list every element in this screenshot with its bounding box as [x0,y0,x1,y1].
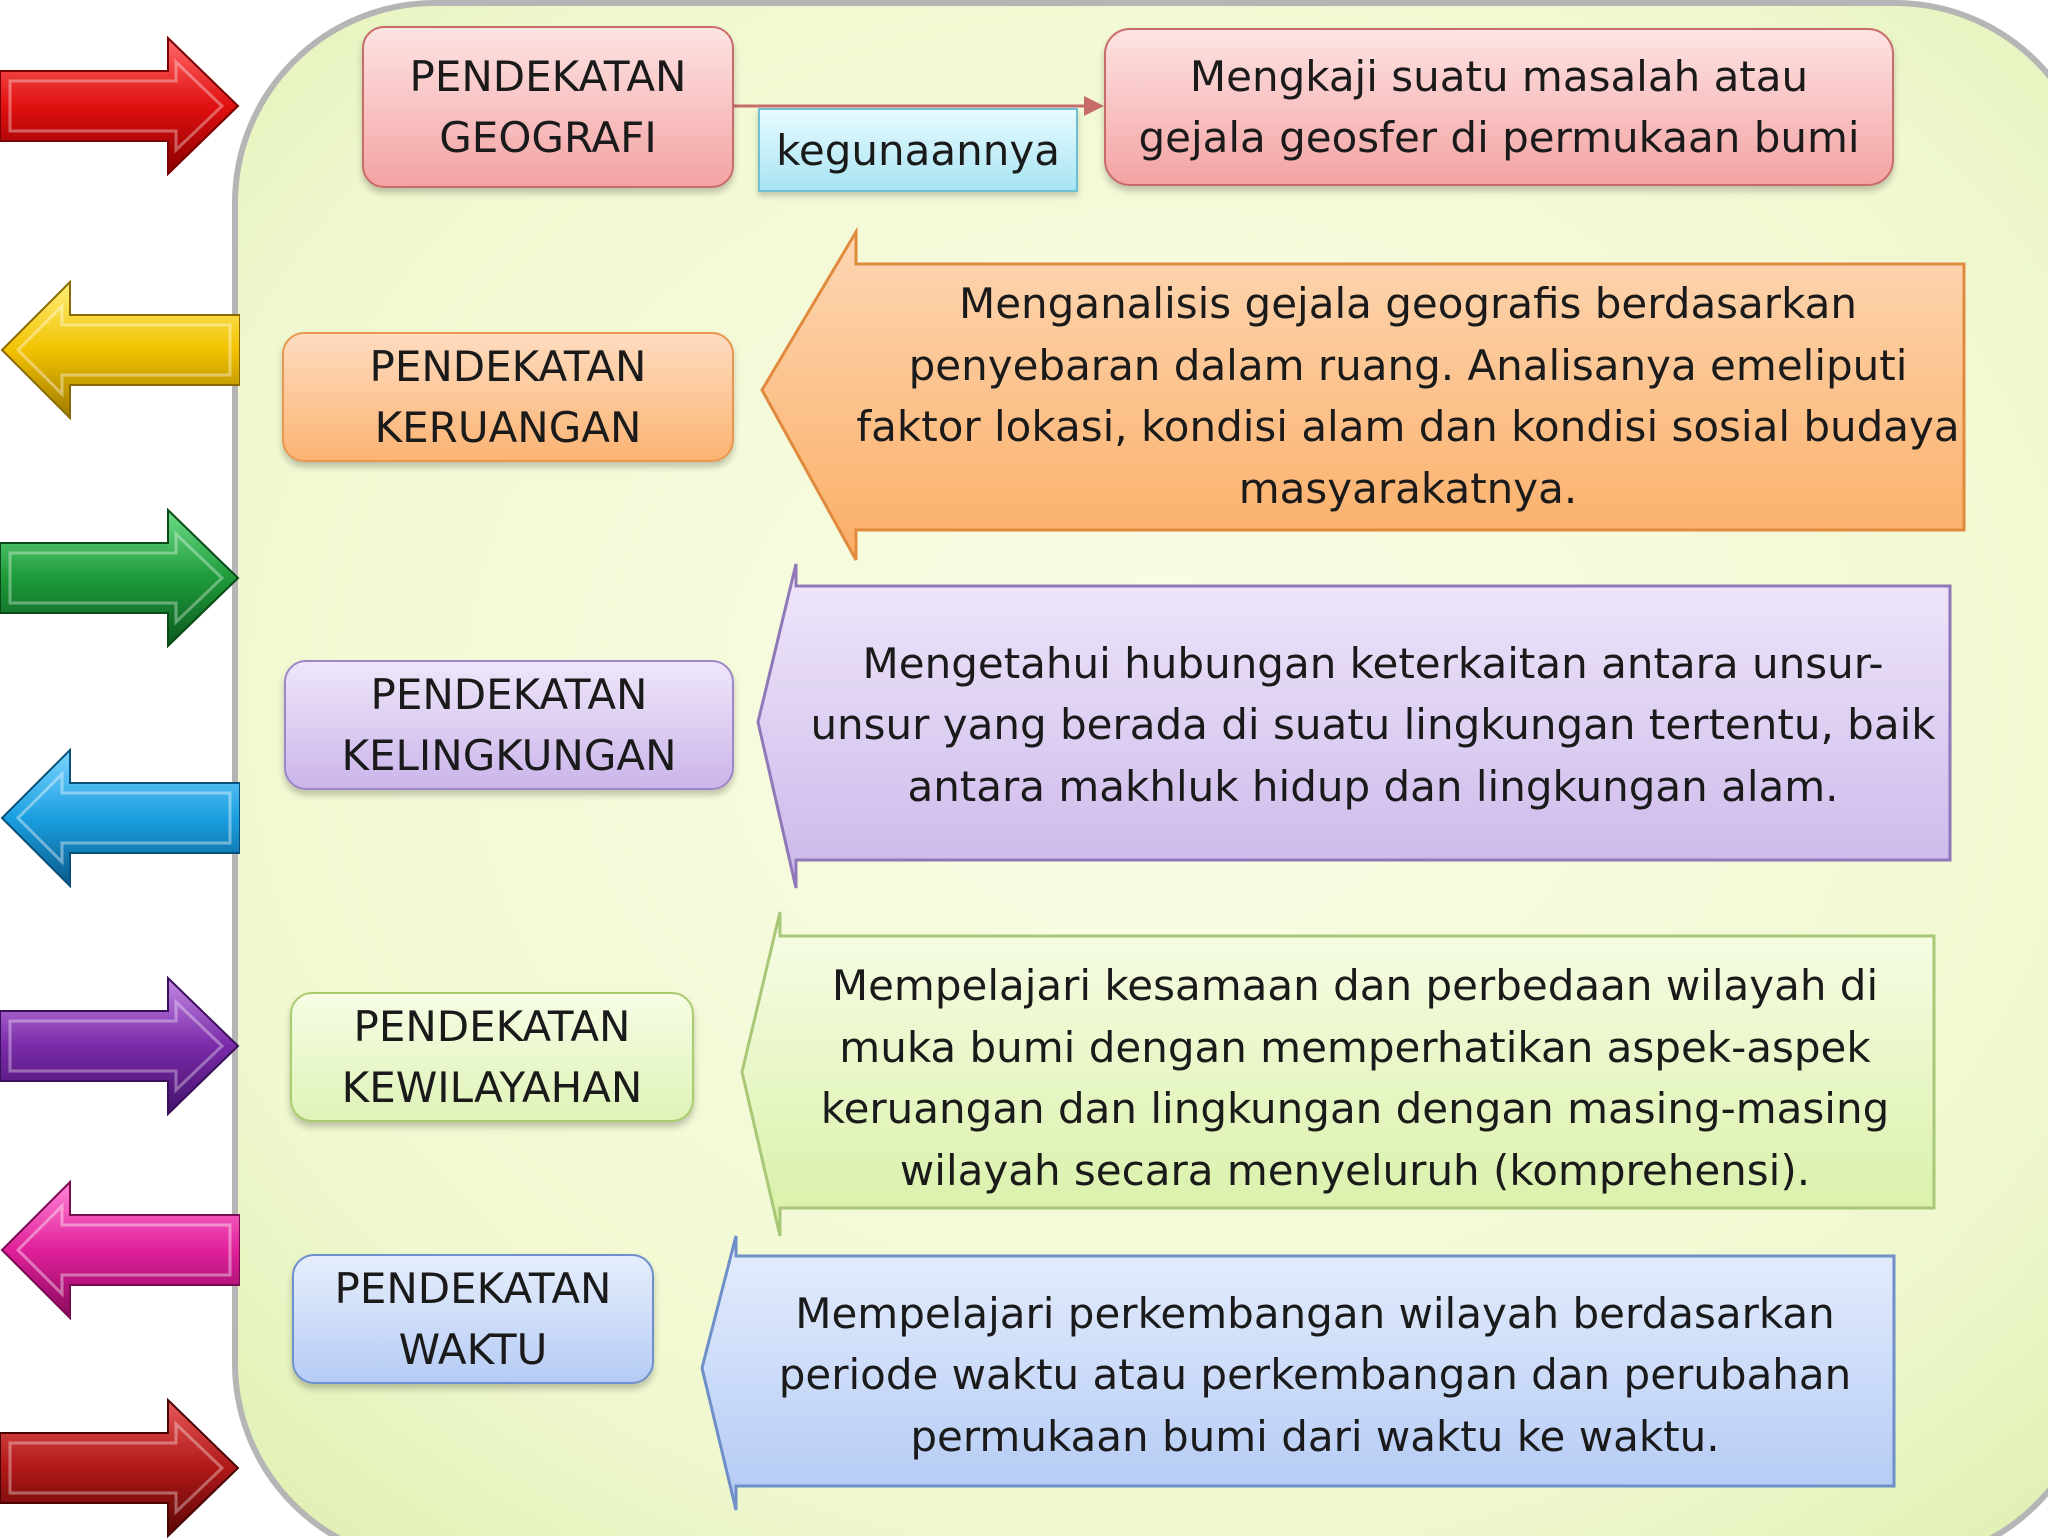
description-line: Mempelajari perkembangan wilayah berdasarkan [795,1288,1835,1338]
description-kewilayahan [790,952,1920,1204]
label-pendekatan-kelingkungan [284,660,734,790]
description-line: unsur yang berada di suatu lingkungan tertentu, baik [810,700,1936,750]
description-line: Menganalisis gejala geografis berdasarkan [958,279,1858,328]
label-pendekatan-kewilayahan [290,992,694,1122]
darkred-right-arrow-icon [0,1398,240,1538]
red-right-arrow-icon [0,36,240,176]
description-waktu [740,1280,1890,1470]
label-line: PENDEKATAN [334,1264,612,1313]
purpose-line: Mengkaji suatu masalah atau [1189,52,1809,101]
connector-text: kegunaannya [776,125,1060,175]
magenta-left-arrow-icon [0,1180,240,1320]
label-pendekatan-waktu [292,1254,654,1384]
purpose-line: gejala geosfer di permukaan bumi [1138,113,1860,162]
label-line: PENDEKATAN [370,670,648,719]
description-line: faktor lokasi, kondisi alam dan kondisi sosial budaya [856,402,1960,451]
kegunaannya-connector-label [758,108,1078,192]
description-line: Mempelajari kesamaan dan perbedaan wilayah di [831,961,1879,1010]
label-line: KERUANGAN [374,403,642,452]
description-line: keruangan dan lingkungan dengan masing-masing [820,1084,1890,1133]
label-line: KELINGKUNGAN [341,731,677,780]
label-line: PENDEKATAN [353,1002,631,1051]
label-pendekatan-keruangan [282,332,734,462]
description-line: muka bumi dengan memperhatikan aspek-aspek [839,1022,1871,1072]
label-line: GEOGRAFI [439,113,657,162]
label-line: WAKTU [398,1325,548,1374]
description-line: penyebaran dalam ruang. Analisanya emeliputi [908,340,1908,390]
purpose-box [1104,28,1894,186]
label-line: PENDEKATAN [409,52,687,101]
description-line: antara makhluk hidup dan lingkungan alam. [907,761,1839,811]
label-pendekatan-geografi [362,26,734,188]
purple-right-arrow-icon [0,976,240,1116]
description-line: Mengetahui hubungan keterkaitan antara unsur- [862,638,1884,688]
description-line: masyarakatnya. [1238,463,1578,513]
yellow-left-arrow-icon [0,280,240,420]
description-line: periode waktu atau perkembangan dan perubahan [778,1350,1852,1400]
description-kelingkungan [808,630,1938,820]
label-line: PENDEKATAN [369,342,647,391]
description-line: permukaan bumi dari waktu ke waktu. [910,1411,1720,1461]
description-keruangan [858,264,1958,528]
label-line: KEWILAYAHAN [341,1063,643,1112]
description-line: wilayah secara menyeluruh (komprehensi). [899,1145,1811,1195]
blue-left-arrow-icon [0,748,240,888]
green-right-arrow-icon [0,508,240,648]
